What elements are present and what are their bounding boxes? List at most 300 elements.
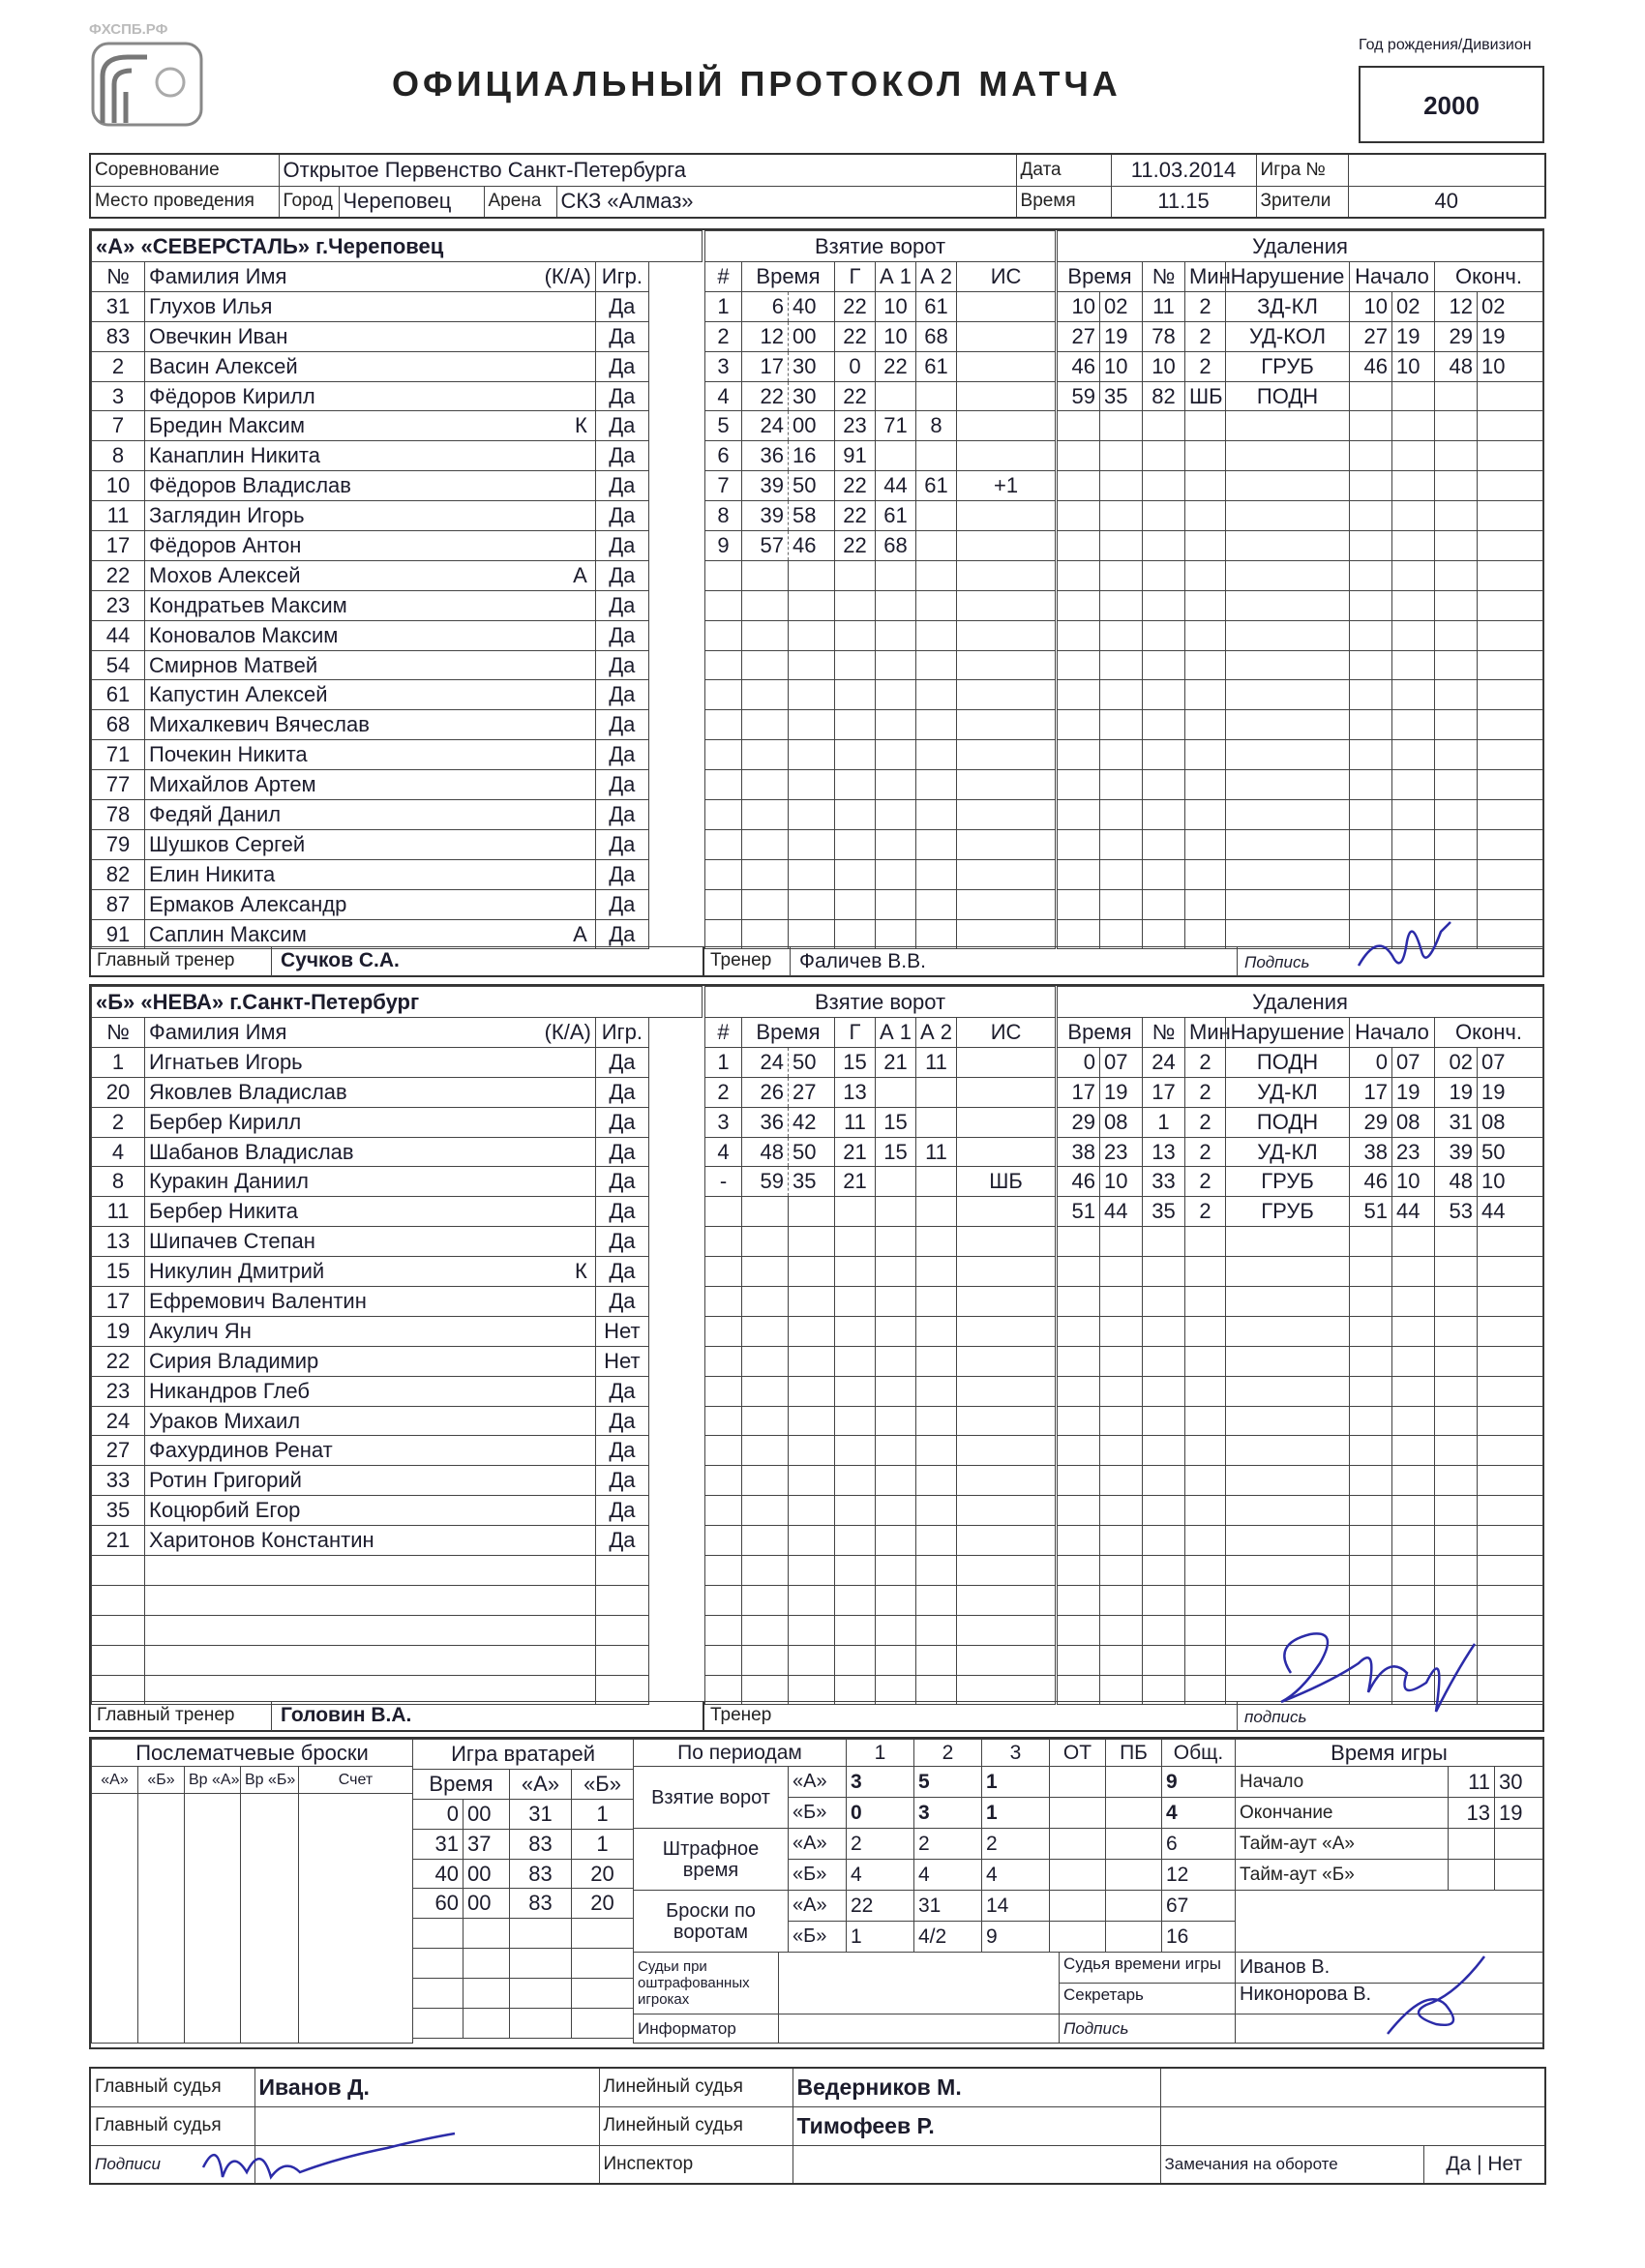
player-played: Да — [595, 1077, 648, 1107]
goal-assist1: 10 — [876, 291, 916, 321]
team-a-tag: «А» — [789, 1891, 847, 1922]
player-name-cell — [145, 919, 596, 949]
goal-assist2: 61 — [916, 471, 957, 501]
player-name-cell — [145, 1406, 596, 1436]
goal-row — [705, 1466, 1056, 1496]
goal-number: 2 — [705, 1077, 742, 1107]
penalty-infraction: УД-КЛ — [1226, 1137, 1350, 1167]
team-b-tag: «Б» — [789, 1922, 847, 1953]
penalty-row — [1058, 1167, 1543, 1197]
player-name: Харитонов Константин — [149, 1528, 374, 1553]
goal-assist2: 61 — [916, 291, 957, 321]
player-number: 2 — [92, 351, 145, 381]
logo-site-text: ФХСПБ.РФ — [89, 21, 168, 38]
penalty-time-sec: 35 — [1100, 381, 1143, 411]
player-row — [92, 1376, 703, 1406]
goal-situation: ШБ — [957, 1167, 1056, 1197]
goal-row — [705, 471, 1056, 501]
goal-row — [705, 411, 1056, 441]
goal-number: 4 — [705, 381, 742, 411]
goal-time-min: 12 — [742, 321, 789, 351]
penalty-start-sec: 19 — [1392, 1077, 1435, 1107]
player-row — [92, 1137, 703, 1167]
col-name — [145, 1018, 596, 1048]
player-captaincy: А — [573, 921, 587, 946]
player-name: Шипачев Степан — [149, 1229, 315, 1254]
player-name-cell — [145, 770, 596, 800]
player-name: Фёдоров Антон — [149, 532, 302, 557]
player-name-cell — [145, 1556, 596, 1586]
pen-col-infraction: Нарушение — [1226, 1018, 1350, 1048]
penalty-time-min: 46 — [1058, 1167, 1100, 1197]
goal-number: 1 — [705, 291, 742, 321]
col-name-label: Фамилия Имя — [149, 263, 287, 288]
goal-situation — [957, 1077, 1056, 1107]
pen-col-minutes: Мин — [1185, 262, 1226, 292]
goal-col-assist2: А 2 — [916, 262, 957, 292]
team-a-tag: «А» — [789, 1829, 847, 1860]
goal-assist1 — [876, 381, 916, 411]
penalty-player: 78 — [1143, 321, 1185, 351]
player-name: Ермаков Александр — [149, 891, 347, 916]
penalty-row — [1058, 381, 1543, 411]
goal-row — [705, 1406, 1056, 1436]
team-b-penalties — [1057, 986, 1543, 1705]
goal-col-num: # — [705, 1018, 742, 1048]
pim-b-1: 4 — [847, 1860, 914, 1891]
team-a-coach: Фаличев В.В. — [799, 950, 926, 972]
goal-row — [705, 1287, 1056, 1317]
goal-number: 6 — [705, 441, 742, 471]
logo-emblem-icon — [89, 38, 205, 130]
referee2-label: Главный судья — [90, 2106, 254, 2145]
player-row — [92, 381, 703, 411]
player-name-cell — [145, 829, 596, 859]
player-number: 79 — [92, 829, 145, 859]
player-row — [92, 859, 703, 889]
penalty-row — [1058, 800, 1543, 830]
penalty-start-sec: 10 — [1392, 1167, 1435, 1197]
goal-number: 3 — [705, 1107, 742, 1137]
penalty-row — [1058, 411, 1543, 441]
goal-col-time: Время — [742, 1018, 835, 1048]
pen-col-end: Оконч. — [1435, 262, 1543, 292]
goal-scorer: 15 — [835, 1047, 876, 1077]
penalty-minutes: 2 — [1185, 1077, 1226, 1107]
player-name-cell — [145, 1197, 596, 1227]
player-played: Да — [595, 321, 648, 351]
player-name-cell — [145, 1496, 596, 1526]
penalty-start-min: 0 — [1350, 1047, 1392, 1077]
penalty-row — [1058, 1496, 1543, 1526]
team-b-coach-signature — [1252, 1605, 1504, 1731]
goal-assist2: 11 — [916, 1047, 957, 1077]
goal-assist1: 71 — [876, 411, 916, 441]
player-number: 3 — [92, 381, 145, 411]
team-a-coach-row — [91, 946, 1542, 976]
team-a-tag: «А» — [789, 1767, 847, 1798]
arena-value: СКЗ «Алмаз» — [556, 186, 1016, 218]
goal-assist2 — [916, 1077, 957, 1107]
shootout-col-b: «Б» — [138, 1767, 185, 1794]
player-row — [92, 1466, 703, 1496]
player-name: Шабанов Владислав — [149, 1139, 354, 1164]
player-name: Куракин Даниил — [149, 1169, 309, 1194]
penalty-minutes: 2 — [1185, 1047, 1226, 1077]
linesman1-label: Линейный судья — [599, 2068, 793, 2106]
player-name-cell — [145, 1077, 596, 1107]
penalty-minutes: 2 — [1185, 1137, 1226, 1167]
player-row — [92, 650, 703, 680]
player-name: Бербер Кирилл — [149, 1109, 302, 1134]
goal-assist2: 11 — [916, 1137, 957, 1167]
player-row — [92, 291, 703, 321]
goal-col-situation: ИС — [957, 1018, 1056, 1048]
goal-assist2: 68 — [916, 321, 957, 351]
inspector-label: Инспектор — [599, 2145, 793, 2184]
goal-assist1: 68 — [876, 531, 916, 561]
player-number: 22 — [92, 1346, 145, 1376]
goalie-row — [413, 1859, 634, 1889]
goal-assist1: 21 — [876, 1047, 916, 1077]
penalty-start-sec: 10 — [1392, 351, 1435, 381]
goal-row — [705, 620, 1056, 650]
player-row — [92, 351, 703, 381]
goal-situation — [957, 1107, 1056, 1137]
goal-number: 5 — [705, 411, 742, 441]
goalie-time-sec: 00 — [464, 1799, 510, 1829]
player-name-cell — [145, 620, 596, 650]
penalty-row — [1058, 710, 1543, 740]
player-number: 22 — [92, 560, 145, 590]
goalie-row — [413, 1829, 634, 1859]
player-number: 91 — [92, 919, 145, 949]
pen-col-number: № — [1143, 262, 1185, 292]
player-row — [92, 531, 703, 561]
penalty-player: 24 — [1143, 1047, 1185, 1077]
goal-row — [705, 501, 1056, 531]
goal-scorer: 21 — [835, 1137, 876, 1167]
player-played: Да — [595, 1137, 648, 1167]
competition-label: Соревнование — [90, 154, 279, 186]
penalty-row — [1058, 1346, 1543, 1376]
player-played — [595, 1645, 648, 1675]
shots-b-1: 1 — [847, 1922, 914, 1953]
col-name — [145, 262, 596, 292]
player-name: Фахурдинов Ренат — [149, 1438, 333, 1463]
goal-col-assist1: А 1 — [876, 1018, 916, 1048]
goalie-a: 31 — [510, 1799, 572, 1829]
player-name-cell — [145, 501, 596, 531]
player-number — [92, 1645, 145, 1675]
team-b-head-coach: Головин В.А. — [281, 1704, 412, 1726]
penalty-row — [1058, 321, 1543, 351]
player-name: Коцюрбий Егор — [149, 1498, 301, 1523]
goal-row — [705, 1107, 1056, 1137]
penalty-start-min: 27 — [1350, 321, 1392, 351]
penalty-time-sec: 02 — [1100, 291, 1143, 321]
team-a-sign-label: Подпись — [1244, 953, 1310, 971]
goal-row — [705, 1615, 1056, 1645]
remarks-label: Замечания на обороте — [1160, 2145, 1423, 2184]
penalty-time-sec: 08 — [1100, 1107, 1143, 1137]
goal-assist2: 8 — [916, 411, 957, 441]
goal-row — [705, 1585, 1056, 1615]
penalty-row — [1058, 1137, 1543, 1167]
referee-signature — [194, 2119, 464, 2196]
col-captain: (К/А) — [544, 1019, 591, 1044]
player-played: Да — [595, 441, 648, 471]
goal-time-min: 36 — [742, 1107, 789, 1137]
penalty-row — [1058, 859, 1543, 889]
goal-row — [705, 1526, 1056, 1556]
goal-row — [705, 1197, 1056, 1227]
goal-row — [705, 829, 1056, 859]
penalty-end-sec: 08 — [1478, 1107, 1543, 1137]
goal-assist1: 61 — [876, 501, 916, 531]
goal-scorer: 22 — [835, 381, 876, 411]
penalty-infraction: ГРУБ — [1226, 1167, 1350, 1197]
player-played: Да — [595, 829, 648, 859]
remarks-options — [1423, 2145, 1545, 2184]
penalty-time-min: 29 — [1058, 1107, 1100, 1137]
goal-time-sec: 27 — [789, 1077, 835, 1107]
goal-time-min: 6 — [742, 291, 789, 321]
goal-assist2 — [916, 531, 957, 561]
player-row — [92, 1645, 703, 1675]
goals-a-ОТ — [1050, 1767, 1106, 1798]
goals-a-1: 3 — [847, 1767, 914, 1798]
goal-number: 3 — [705, 351, 742, 381]
team-a-goals — [704, 230, 1056, 949]
player-name: Михалкевич Вячеслав — [149, 712, 370, 737]
penalty-row — [1058, 1406, 1543, 1436]
shots-b-Общ.: 16 — [1162, 1922, 1236, 1953]
player-row — [92, 740, 703, 770]
player-played: Да — [595, 1287, 648, 1317]
penalty-row — [1058, 620, 1543, 650]
player-row — [92, 321, 703, 351]
goal-row — [705, 590, 1056, 620]
penalty-start-sec: 19 — [1392, 321, 1435, 351]
player-name-cell — [145, 291, 596, 321]
player-row — [92, 1436, 703, 1466]
player-name-cell — [145, 1316, 596, 1346]
pen-col-start: Начало — [1350, 1018, 1435, 1048]
player-name: Никулин Дмитрий — [149, 1259, 325, 1284]
goal-row — [705, 740, 1056, 770]
player-name-cell — [145, 1137, 596, 1167]
goalie-row — [413, 1889, 634, 1919]
penalty-row — [1058, 351, 1543, 381]
player-name-cell — [145, 321, 596, 351]
player-name-cell — [145, 441, 596, 471]
player-name-cell — [145, 531, 596, 561]
goals-a-3: 1 — [982, 1767, 1050, 1798]
player-name-cell — [145, 1346, 596, 1376]
penalty-start-sec — [1392, 381, 1435, 411]
shootout-col-goalie-b: Вр «Б» — [241, 1767, 299, 1794]
birth-year-value: 2000 — [1423, 91, 1480, 120]
player-name-cell — [145, 1585, 596, 1615]
goals-a-Общ.: 9 — [1162, 1767, 1236, 1798]
secretary-signature — [1368, 1947, 1523, 2044]
shots-b-3: 9 — [982, 1922, 1050, 1953]
player-row — [92, 620, 703, 650]
player-number: 20 — [92, 1077, 145, 1107]
player-number: 21 — [92, 1526, 145, 1556]
player-played: Да — [595, 381, 648, 411]
player-name: Ураков Михаил — [149, 1408, 301, 1433]
player-row — [92, 1167, 703, 1197]
goal-row — [705, 1376, 1056, 1406]
goal-time-min: 22 — [742, 381, 789, 411]
goal-row — [705, 1167, 1056, 1197]
shots-a-ПБ — [1106, 1891, 1162, 1922]
player-played: Да — [595, 291, 648, 321]
goal-row — [705, 800, 1056, 830]
player-number: 11 — [92, 1197, 145, 1227]
player-name-cell — [145, 1167, 596, 1197]
player-number: 71 — [92, 740, 145, 770]
goal-scorer: 11 — [835, 1107, 876, 1137]
penalty-row — [1058, 1257, 1543, 1287]
penalty-infraction: ПОДН — [1226, 1107, 1350, 1137]
player-row — [92, 471, 703, 501]
shots-label: Броски по воротам — [634, 1891, 789, 1953]
player-played: Да — [595, 1406, 648, 1436]
start-label: Начало — [1236, 1767, 1449, 1798]
player-name: Никандров Глеб — [149, 1378, 310, 1403]
periods-title: По периодам — [634, 1740, 847, 1767]
penalty-end-sec: 10 — [1478, 1167, 1543, 1197]
penalty-row — [1058, 1316, 1543, 1346]
player-row — [92, 919, 703, 949]
player-name-cell — [145, 680, 596, 710]
goalie-time-sec: 37 — [464, 1829, 510, 1859]
player-row — [92, 1047, 703, 1077]
player-played: Да — [595, 560, 648, 590]
penalty-infraction: ГРУБ — [1226, 351, 1350, 381]
player-played: Да — [595, 351, 648, 381]
player-name-cell — [145, 1526, 596, 1556]
goalie-a: 83 — [510, 1889, 572, 1919]
player-number: 33 — [92, 1466, 145, 1496]
player-number: 13 — [92, 1227, 145, 1257]
pen-col-time: Время — [1058, 262, 1143, 292]
player-played: Да — [595, 1526, 648, 1556]
goal-row — [705, 531, 1056, 561]
linesman1-name: Ведерников М. — [793, 2068, 1160, 2106]
player-played: Да — [595, 1227, 648, 1257]
penalty-end-min: 31 — [1435, 1107, 1478, 1137]
shootout-col-score: Счет — [299, 1767, 413, 1794]
penalty-start-min: 38 — [1350, 1137, 1392, 1167]
referee1-name: Иванов Д. — [254, 2068, 599, 2106]
goal-row — [705, 1227, 1056, 1257]
pen-col-end: Оконч. — [1435, 1018, 1543, 1048]
player-played: Да — [595, 1496, 648, 1526]
goalie-title: Игра вратарей — [413, 1740, 634, 1770]
penalty-row — [1058, 1556, 1543, 1586]
player-number: 17 — [92, 1287, 145, 1317]
penalty-end-min: 02 — [1435, 1047, 1478, 1077]
player-played: Нет — [595, 1316, 648, 1346]
penalty-row — [1058, 501, 1543, 531]
col-captain: (К/А) — [544, 263, 591, 288]
pen-col-time: Время — [1058, 1018, 1143, 1048]
player-played: Да — [595, 590, 648, 620]
penalty-time-min: 38 — [1058, 1137, 1100, 1167]
city-value: Череповец — [339, 186, 484, 218]
penalty-infraction: УД-КЛ — [1226, 1077, 1350, 1107]
player-played: Да — [595, 800, 648, 830]
goal-scorer: 13 — [835, 1077, 876, 1107]
shots-a-ОТ — [1050, 1891, 1106, 1922]
col-number: № — [92, 1018, 145, 1048]
penalty-row — [1058, 1526, 1543, 1556]
player-number: 1 — [92, 1047, 145, 1077]
player-played: Да — [595, 1257, 648, 1287]
goal-time-sec: 42 — [789, 1107, 835, 1137]
period-col-ot: ОТ — [1050, 1740, 1106, 1767]
player-number: 77 — [92, 770, 145, 800]
penalty-time-sec: 10 — [1100, 351, 1143, 381]
goal-scorer: 22 — [835, 471, 876, 501]
player-number: 83 — [92, 321, 145, 351]
goal-row — [705, 1077, 1056, 1107]
player-name: Овечкин Иван — [149, 323, 288, 348]
player-row — [92, 800, 703, 830]
col-played: Игр. — [595, 262, 648, 292]
penalty-end-min: 29 — [1435, 321, 1478, 351]
goal-situation — [957, 501, 1056, 531]
goals-b-ПБ — [1106, 1798, 1162, 1829]
timeout-b-label: Тайм-аут «Б» — [1236, 1860, 1449, 1891]
player-name: Федяй Данил — [149, 801, 282, 826]
player-name-cell — [145, 740, 596, 770]
goalie-time-min: 40 — [413, 1859, 464, 1889]
player-name: Канаплин Никита — [149, 443, 320, 468]
goal-row — [705, 1047, 1056, 1077]
goal-time-sec: 58 — [789, 501, 835, 531]
penalty-infraction: УД-КОЛ — [1226, 321, 1350, 351]
start-minutes: 30 — [1495, 1767, 1543, 1798]
goal-time-min: 59 — [742, 1167, 789, 1197]
penalty-end-min: 39 — [1435, 1137, 1478, 1167]
goals-b-1: 0 — [847, 1798, 914, 1829]
goalie-time-sec: 00 — [464, 1889, 510, 1919]
penalty-time-min: 46 — [1058, 351, 1100, 381]
end-minutes: 19 — [1495, 1798, 1543, 1829]
goals-label: Взятие ворот — [634, 1767, 789, 1829]
player-row — [92, 1227, 703, 1257]
goal-situation — [957, 1137, 1056, 1167]
goal-assist1: 15 — [876, 1137, 916, 1167]
penalty-row — [1058, 1047, 1543, 1077]
shots-b-ОТ — [1050, 1922, 1106, 1953]
shots-a-2: 31 — [914, 1891, 982, 1922]
goal-assist1 — [876, 1077, 916, 1107]
pim-b-2: 4 — [914, 1860, 982, 1891]
penalty-time-sec: 44 — [1100, 1197, 1143, 1227]
shots-a-3: 14 — [982, 1891, 1050, 1922]
penalty-row — [1058, 829, 1543, 859]
player-row — [92, 1107, 703, 1137]
player-name-cell — [145, 650, 596, 680]
timekeeper-label: Судья времени игры — [1060, 1953, 1235, 1984]
goalie-time-sec: 00 — [464, 1859, 510, 1889]
